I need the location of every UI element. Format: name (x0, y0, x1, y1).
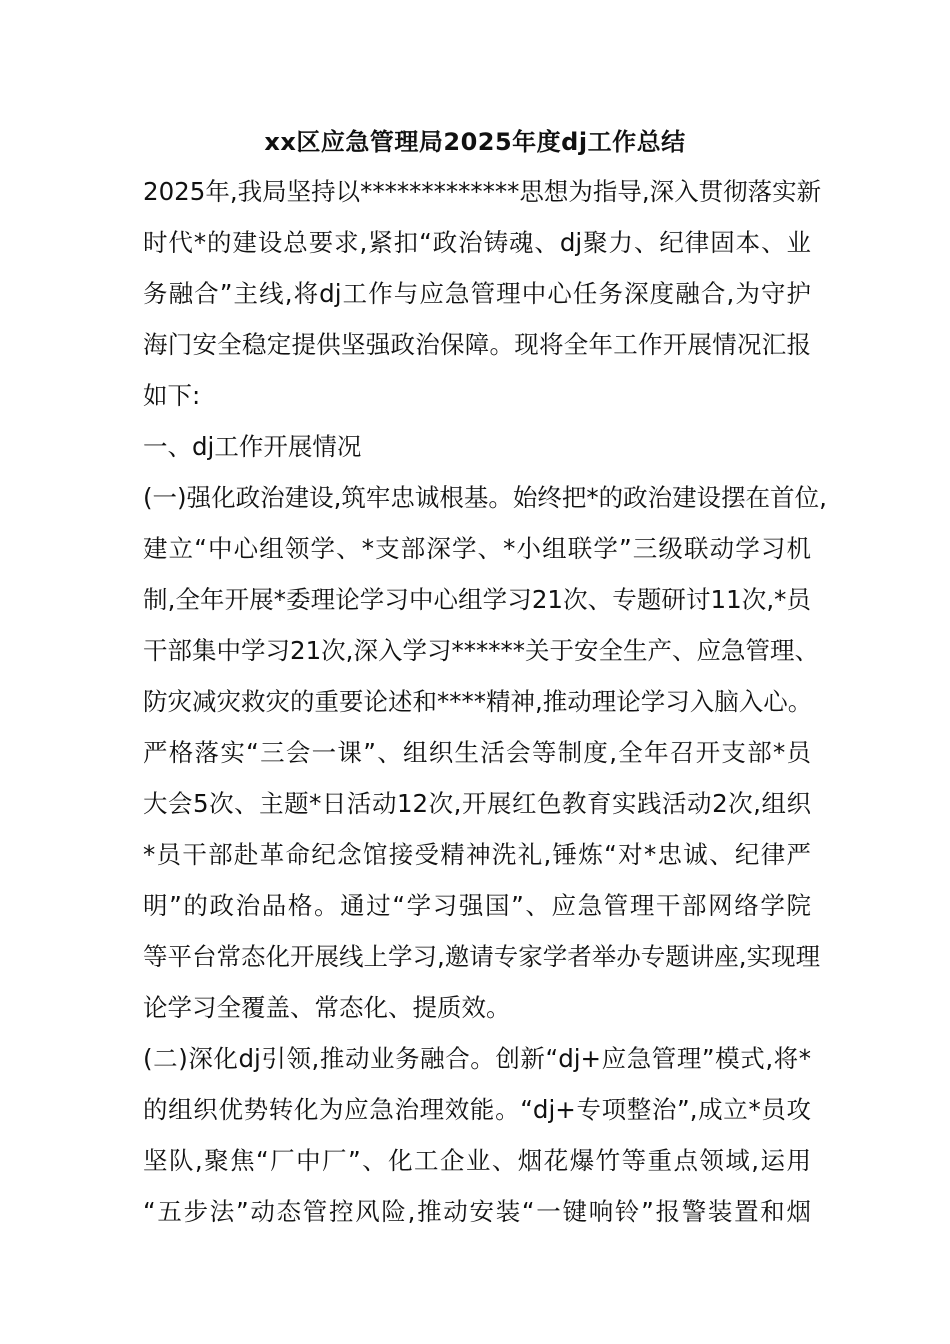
text-line: 海门安全稳定提供坚强政治保障。现将全年工作开展情况汇报 (143, 330, 811, 359)
text-line: 严格落实“三会一课”、组织生活会等制度,全年召开支部*员 (143, 738, 811, 767)
text-line: 大会5次、主题*日活动12次,开展红色教育实践活动2次,组织 (143, 789, 811, 818)
text-line: 明”的政治品格。通过“学习强国”、应急管理干部网络学院 (143, 891, 811, 920)
section-heading: 一、dj工作开展情况 (143, 432, 362, 461)
text-line: 坚队,聚焦“厂中厂”、化工企业、烟花爆竹等重点领域,运用 (143, 1146, 811, 1175)
text-line: 务融合”主线,将dj工作与应急管理中心任务深度融合,为守护 (143, 279, 811, 308)
text-line: 防灾减灾救灾的重要论述和****精神,推动理论学习入脑入心。 (143, 687, 813, 716)
text-line: 建立“中心组领学、*支部深学、*小组联学”三级联动学习机 (143, 534, 811, 563)
text-line: 的组织优势转化为应急治理效能。“dj+专项整治”,成立*员攻 (143, 1095, 811, 1124)
text-line: (二)深化dj引领,推动业务融合。创新“dj+应急管理”模式,将* (143, 1044, 811, 1073)
text-line: 制,全年开展*委理论学习中心组学习21次、专题研讨11次,*员 (143, 585, 811, 614)
text-line: 2025年,我局坚持以*************思想为指导,深入贯彻落实新 (143, 177, 822, 206)
document-title: xx区应急管理局2025年度dj工作总结 (264, 128, 686, 156)
text-line: “五步法”动态管控风险,推动安装“一键响铃”报警装置和烟 (143, 1197, 811, 1226)
document-body (143, 166, 827, 1237)
text-line: 等平台常态化开展线上学习,邀请专家学者举办专题讲座,实现理 (143, 942, 821, 971)
text-line: 如下: (143, 381, 201, 410)
text-line: 时代*的建设总要求,紧扣“政治铸魂、dj聚力、纪律固本、业 (143, 228, 811, 257)
text-line: *员干部赴革命纪念馆接受精神洗礼,锤炼“对*忠诚、纪律严 (143, 840, 811, 869)
text-line: (一)强化政治建设,筑牢忠诚根基。始终把*的政治建设摆在首位, (143, 483, 827, 512)
text-line: 干部集中学习21次,深入学习******关于安全生产、应急管理、 (143, 636, 819, 665)
text-line: 论学习全覆盖、常态化、提质效。 (143, 993, 511, 1022)
